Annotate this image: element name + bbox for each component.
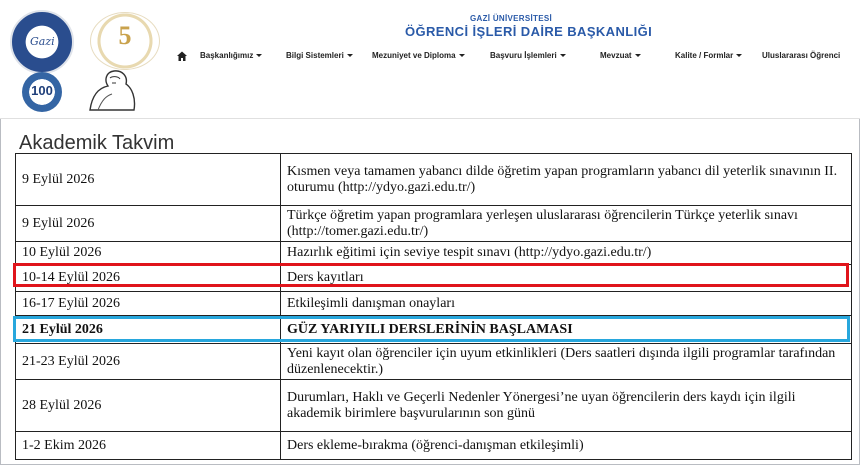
chevron-down-icon (347, 54, 353, 57)
table-row (16, 242, 852, 265)
row-description: Hazırlık eğitimi için seviye tespit sınavı (http://ydyo.gazi.edu.tr/) (281, 242, 852, 265)
nav-label: Bilgi Sistemleri (286, 51, 344, 60)
ataturk-portrait-icon (82, 66, 140, 116)
nav-item-bilgi-sistemleri[interactable] (286, 51, 353, 60)
gazi-university-logo[interactable] (10, 10, 74, 74)
table-row-highlighted-blue (16, 316, 852, 344)
table-row (16, 206, 852, 242)
row-description: Yeni kayıt olan öğrenciler için uyum etkinlikleri (Ders saatleri dışında ilgili programlar tarafından düzenlenecektir.) (281, 344, 852, 380)
nav-label: Başvuru İşlemleri (490, 51, 557, 60)
row-description: Kısmen veya tamamen yabancı dilde öğretim yapan programların yabancı dil yeterlik sınavının II. oturumu (http://ydyo.gazi.edu.tr/) (281, 154, 852, 206)
row-description: Ders ekleme-bırakma (öğrenci-danışman etkileşimli) (281, 432, 852, 460)
nav-label: Mevzuat (600, 51, 632, 60)
home-icon[interactable] (176, 50, 188, 62)
row-description: Türkçe öğretim yapan programlara yerleşen uluslararası öğrencilerin Türkçe yeterlik sınavı (http://tomer.gazi.edu.tr/) (281, 206, 852, 242)
chevron-down-icon (256, 54, 262, 57)
department-title: ÖĞRENCİ İŞLERİ DAİRE BAŞKANLIĞI (405, 24, 653, 39)
row-date: 21-23 Eylül 2026 (16, 344, 281, 380)
nav-item-basvuru-islemleri[interactable] (490, 51, 566, 60)
chevron-down-icon (736, 54, 742, 57)
row-description: Ders kayıtları (281, 265, 852, 292)
nav-item-mezuniyet-ve-diploma[interactable] (372, 51, 465, 60)
row-date: 9 Eylül 2026 (16, 206, 281, 242)
chevron-down-icon (635, 54, 641, 57)
nav-label: Başkanlığımız (200, 51, 254, 60)
table-row (16, 380, 852, 432)
row-description: GÜZ YARIYILI DERSLERİNİN BAŞLAMASI (281, 316, 852, 344)
row-date: 10 Eylül 2026 (16, 242, 281, 265)
anniversary-number: 5 (118, 21, 132, 50)
nav-label: Mezuniyet ve Diploma (372, 51, 456, 60)
row-description: Durumları, Haklı ve Geçerli Nedenler Yönergesi’ne uyan öğrencilerin ders kaydı için ilgili akademik birimlere başvurularının son günü (281, 380, 852, 432)
row-date: 10-14 Eylül 2026 (16, 265, 281, 292)
nav-label: Uluslararası Öğrenci (762, 51, 841, 60)
table-row-highlighted-red (16, 265, 852, 292)
nav-label: Kalite / Formlar (675, 51, 734, 60)
table-row (16, 344, 852, 380)
row-date: 1-2 Ekim 2026 (16, 432, 281, 460)
chevron-down-icon (459, 54, 465, 57)
centennial-logo (22, 72, 62, 112)
row-description: Etkileşimli danışman onayları (281, 292, 852, 316)
page-title: Akademik Takvim (19, 132, 175, 154)
nav-item-uluslararasi-ogrenci[interactable] (762, 51, 840, 60)
anniversary-logo (90, 12, 160, 70)
nav-item-kalite-formlar[interactable] (675, 51, 742, 60)
header-divider (0, 118, 860, 119)
table-row (16, 292, 852, 316)
table-row (16, 154, 852, 206)
chevron-down-icon (560, 54, 566, 57)
row-date: 21 Eylül 2026 (16, 316, 281, 344)
nav-item-mevzuat[interactable] (600, 51, 641, 60)
academic-calendar-table (15, 153, 852, 460)
site-header (0, 0, 860, 118)
gazi-logo-script: Gazi (30, 35, 55, 48)
nav-item-baskanligimiz[interactable] (200, 51, 262, 60)
row-date: 16-17 Eylül 2026 (16, 292, 281, 316)
centennial-number: 100 (31, 83, 53, 98)
row-date: 28 Eylül 2026 (16, 380, 281, 432)
university-name: GAZİ ÜNİVERSİTESİ (470, 14, 552, 23)
table-row (16, 432, 852, 460)
row-date: 9 Eylül 2026 (16, 154, 281, 206)
